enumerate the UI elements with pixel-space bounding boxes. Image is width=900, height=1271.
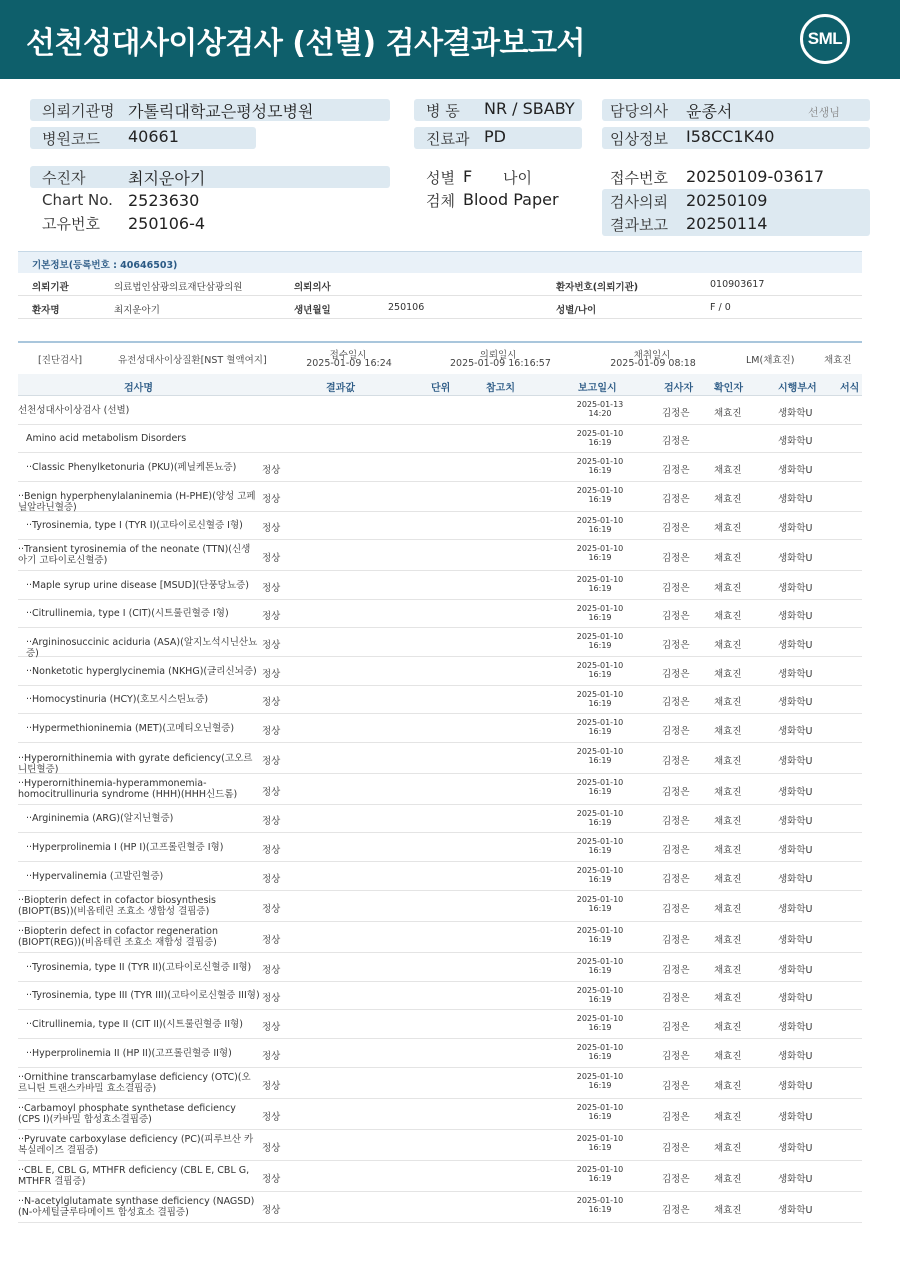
report-date: 2025-01-13 xyxy=(576,400,624,409)
dept: 생화학U xyxy=(778,1112,813,1123)
tester: 김정은 xyxy=(662,1174,690,1185)
chart-label: Chart No. xyxy=(42,191,113,209)
basic-info-title: 기본정보(등록번호 : 40646503) xyxy=(32,260,178,271)
dept: 생화학U xyxy=(778,756,813,767)
confirmer: 채효진 xyxy=(714,935,742,946)
confirmer: 채효진 xyxy=(714,669,742,680)
tester: 김정은 xyxy=(662,726,690,737)
col-header: 검사명 xyxy=(124,383,153,394)
report-date: 2025-01-10 xyxy=(576,837,624,846)
report-date: 2025-01-10 xyxy=(576,1196,624,1205)
confirmer: 채효진 xyxy=(714,1205,742,1216)
confirmer: 채효진 xyxy=(714,1143,742,1154)
result-value: 정상 xyxy=(262,726,281,737)
test-name: ··Hypervalinemia (고발린혈증) xyxy=(26,871,164,882)
basic-value: 의료법인삼광의료재단삼광의원 xyxy=(114,282,243,293)
test-name: ··N-acetylglutamate synthase deficiency (NAGSD)(N-아세틸글루타메이트 합성효소 결핍증) xyxy=(18,1196,255,1218)
report-time: 16:19 xyxy=(588,727,612,736)
confirmer: 채효진 xyxy=(714,553,742,564)
test-name: ··Tyrosinemia, type II (TYR II)(고타이로신혈증 II형) xyxy=(26,962,252,973)
confirmer: 채효진 xyxy=(714,1022,742,1033)
dept: 생화학U xyxy=(778,1081,813,1092)
recv-value: 최지운아기 xyxy=(128,169,206,188)
report-date: 2025-01-10 xyxy=(576,1103,624,1112)
dept: 생화학U xyxy=(778,465,813,476)
result-value: 정상 xyxy=(262,816,281,827)
basic-info-row xyxy=(18,273,862,296)
col-header: 시행부서 xyxy=(778,383,817,394)
report-time: 16:19 xyxy=(588,438,612,447)
chart-value: 2523630 xyxy=(128,191,200,210)
tester: 김정은 xyxy=(662,874,690,885)
result-value: 정상 xyxy=(262,465,281,476)
table-row xyxy=(18,1010,862,1039)
test-name: ··Hyperprolinemia II (HP II)(고프롤린혈증 II형) xyxy=(26,1048,232,1059)
report-date: 2025-01-10 xyxy=(576,866,624,875)
confirmer: 채효진 xyxy=(714,408,742,419)
doctor-label: 담당의사 xyxy=(610,102,668,120)
dept: 생화학U xyxy=(778,726,813,737)
sex-label: 성별 xyxy=(426,169,455,187)
basic-label: 의뢰기관 xyxy=(32,282,69,293)
test-name: ··Citrullinemia, type I (CIT)(시트룰린혈증 I형) xyxy=(26,608,229,619)
report-time: 16:19 xyxy=(588,641,612,650)
report-date: 2025-01-10 xyxy=(576,809,624,818)
report-date: 2025-01-10 xyxy=(576,604,624,613)
tester: 김정은 xyxy=(662,408,690,419)
col-header: 참고치 xyxy=(486,383,515,394)
report-date: 2025-01-10 xyxy=(576,926,624,935)
confirmer: 채효진 xyxy=(714,583,742,594)
tester: 김정은 xyxy=(662,845,690,856)
table-row xyxy=(18,540,862,571)
table-row xyxy=(18,482,862,512)
table-row xyxy=(18,571,862,600)
report-date: 2025-01-10 xyxy=(576,632,624,641)
tester: 김정은 xyxy=(662,436,690,447)
table-row xyxy=(18,1099,862,1130)
tester: 김정은 xyxy=(662,494,690,505)
specimen-label: 검체 xyxy=(426,192,455,210)
report-time: 16:19 xyxy=(588,904,612,913)
col-header: 확인자 xyxy=(714,383,743,394)
table-row xyxy=(18,1130,862,1161)
test-name: ··Biopterin defect in cofactor biosynthesis (BIOPT(BS))(비옵테린 조효소 생합성 결핍증) xyxy=(18,895,216,917)
tester: 김정은 xyxy=(662,787,690,798)
table-row xyxy=(18,922,862,953)
test-name: ··Argininemia (ARG)(알지닌혈증) xyxy=(26,813,174,824)
report-time: 16:19 xyxy=(588,699,612,708)
result-value: 정상 xyxy=(262,697,281,708)
dept: 생화학U xyxy=(778,408,813,419)
col-header: 단위 xyxy=(431,383,451,394)
confirmer: 채효진 xyxy=(714,640,742,651)
test-name: ··Ornithine transcarbamylase deficiency (OTC)(오르니틴 트랜스카바밀 효소결핍증) xyxy=(18,1072,251,1094)
basic-label: 환자명 xyxy=(32,305,60,316)
report-time: 16:19 xyxy=(588,818,612,827)
tester: 김정은 xyxy=(662,583,690,594)
report-date: 2025-01-10 xyxy=(576,986,624,995)
result-value: 정상 xyxy=(262,1174,281,1185)
report-time: 16:19 xyxy=(588,995,612,1004)
table-row xyxy=(18,425,862,453)
table-row xyxy=(18,396,862,425)
req-org-label: 의뢰기관명 xyxy=(42,102,115,120)
ward-label: 병 동 xyxy=(426,102,460,120)
basic-info-header xyxy=(18,251,862,273)
diag-value: 유전성대사이상질환[NST 혈액여지] xyxy=(118,355,267,366)
test-name: ··Hypermethioninemia (MET)(고메티오닌혈증) xyxy=(26,723,235,734)
report-time: 16:19 xyxy=(588,1174,612,1183)
table-row xyxy=(18,657,862,686)
hosp-code-label: 병원코드 xyxy=(42,130,100,148)
basic-value: 250106 xyxy=(388,302,425,313)
dept: 생화학U xyxy=(778,993,813,1004)
tester: 김정은 xyxy=(662,611,690,622)
tester: 김정은 xyxy=(662,935,690,946)
tester: 김정은 xyxy=(662,465,690,476)
test-req-value: 20250109 xyxy=(686,191,768,210)
dept: 생화학U xyxy=(778,494,813,505)
test-name: ··Benign hyperphenylalaninemia (H-PHE)(양성 고페닐알라닌혈증) xyxy=(18,491,256,513)
result-value: 정상 xyxy=(262,845,281,856)
col-header: 서식 xyxy=(840,383,860,394)
confirmer: 채효진 xyxy=(714,787,742,798)
dept: 생화학U xyxy=(778,1022,813,1033)
tester: 김정은 xyxy=(662,1205,690,1216)
report-time: 16:19 xyxy=(588,613,612,622)
basic-label: 성별/나이 xyxy=(556,305,597,316)
report-time: 16:19 xyxy=(588,846,612,855)
basic-info-row xyxy=(18,296,862,319)
result-table-header xyxy=(18,374,862,396)
result-value: 정상 xyxy=(262,553,281,564)
age-label: 나이 xyxy=(503,169,532,187)
confirmer: 채효진 xyxy=(714,904,742,915)
test-name: ··CBL E, CBL G, MTHFR deficiency (CBL E, CBL G, MTHFR 결핍증) xyxy=(18,1165,250,1187)
confirmer: 채효진 xyxy=(714,697,742,708)
table-row xyxy=(18,774,862,805)
result-value: 정상 xyxy=(262,494,281,505)
report-time: 16:19 xyxy=(588,466,612,475)
dept: 생화학U xyxy=(778,1051,813,1062)
report-date: 2025-01-10 xyxy=(576,1165,624,1174)
dept: 생화학U xyxy=(778,1143,813,1154)
test-name: ··Hyperornithinemia-hyperammonemia-homocitrullinuria syndrome (HHH)(HHH신드롬) xyxy=(18,778,238,800)
basic-value: F / 0 xyxy=(710,302,731,313)
test-name: ··Classic Phenylketonuria (PKU)(페닐케톤뇨증) xyxy=(26,462,237,473)
tester: 김정은 xyxy=(662,965,690,976)
test-name: Amino acid metabolism Disorders xyxy=(26,433,187,444)
table-row xyxy=(18,953,862,982)
confirmer: 채효진 xyxy=(714,965,742,976)
test-name: ··Pyruvate carboxylase deficiency (PC)(피루브산 카복실레이즈 결핍증) xyxy=(18,1134,254,1156)
report-time: 16:19 xyxy=(588,495,612,504)
table-row xyxy=(18,453,862,482)
report-time: 16:19 xyxy=(588,1081,612,1090)
tester: 김정은 xyxy=(662,669,690,680)
dept: 생화학U xyxy=(778,640,813,651)
table-row xyxy=(18,891,862,922)
accept-value: 20250109-03617 xyxy=(686,167,825,186)
result-value: 정상 xyxy=(262,1205,281,1216)
recv-time-label: 접수일시 xyxy=(329,350,367,361)
basic-value: 010903617 xyxy=(710,279,765,290)
test-name: ··Nonketotic hyperglycinemia (NKHG)(글리신뇌증) xyxy=(26,666,257,677)
result-table-body xyxy=(18,396,862,1223)
dept: 생화학U xyxy=(778,611,813,622)
tester: 김정은 xyxy=(662,816,690,827)
report-date: 2025-01-10 xyxy=(576,457,624,466)
report-date: 2025-01-10 xyxy=(576,718,624,727)
table-row xyxy=(18,1068,862,1099)
report-date: 2025-01-10 xyxy=(576,1072,624,1081)
result-value: 정상 xyxy=(262,1143,281,1154)
tester: 김정은 xyxy=(662,553,690,564)
basic-label: 의뢰의사 xyxy=(294,282,331,293)
result-value: 정상 xyxy=(262,1112,281,1123)
dept-label: 진료과 xyxy=(426,130,470,148)
confirmer: 채효진 xyxy=(714,523,742,534)
confirmer: 채효진 xyxy=(714,1081,742,1092)
dept: 생화학U xyxy=(778,935,813,946)
recv-label: 수진자 xyxy=(42,169,86,187)
dept: 생화학U xyxy=(778,697,813,708)
report-time: 16:19 xyxy=(588,553,612,562)
report-time: 16:19 xyxy=(588,966,612,975)
sml-logo xyxy=(800,14,850,64)
tester: 김정은 xyxy=(662,1112,690,1123)
report-date: 2025-01-10 xyxy=(576,575,624,584)
section-divider xyxy=(18,341,862,343)
table-row xyxy=(18,1039,862,1068)
confirmer: 채효진 xyxy=(714,845,742,856)
test-name: ··Homocystinuria (HCY)(호모시스틴뇨증) xyxy=(26,694,209,705)
report-date: 2025-01-10 xyxy=(576,690,624,699)
test-name: ··Hyperprolinemia I (HP I)(고프롤린혈증 I형) xyxy=(26,842,224,853)
result-value: 정상 xyxy=(262,904,281,915)
confirmer: 채효진 xyxy=(714,726,742,737)
dept: 생화학U xyxy=(778,436,813,447)
result-value: 정상 xyxy=(262,993,281,1004)
table-row xyxy=(18,743,862,774)
report-date: 2025-01-10 xyxy=(576,957,624,966)
report-date: 2025-01-10 xyxy=(576,429,624,438)
col-header: 결과값 xyxy=(326,383,355,394)
ward-value: NR / SBABY xyxy=(484,99,575,118)
dept: 생화학U xyxy=(778,787,813,798)
dept-value: PD xyxy=(484,127,506,146)
report-date: 2025-01-10 xyxy=(576,661,624,670)
basic-info-section xyxy=(18,251,862,341)
tester: 김정은 xyxy=(662,697,690,708)
tester: 김정은 xyxy=(662,993,690,1004)
tester: 김정은 xyxy=(662,1143,690,1154)
doctor-value: 윤종서 xyxy=(686,102,733,121)
report-date: 2025-01-10 xyxy=(576,544,624,553)
result-value: 정상 xyxy=(262,1081,281,1092)
report-time: 16:19 xyxy=(588,584,612,593)
tester: 김정은 xyxy=(662,523,690,534)
confirmer: 채효진 xyxy=(714,874,742,885)
report-time: 16:19 xyxy=(588,1143,612,1152)
dept: 생화학U xyxy=(778,1205,813,1216)
clinical-value: I58CC1K40 xyxy=(686,127,775,146)
col-time-value: 2025-01-09 08:18 xyxy=(610,358,696,369)
confirmer: 채효진 xyxy=(714,816,742,827)
report-title: 선천성대사이상검사 (선별) 검사결과보고서 xyxy=(26,26,585,61)
col-time-label: 채취일시 xyxy=(633,350,671,361)
basic-value: 최지운아기 xyxy=(114,305,160,316)
table-row xyxy=(18,982,862,1010)
col-header: 보고일시 xyxy=(578,383,617,394)
test-req-label: 검사의뢰 xyxy=(610,193,668,211)
dept: 생화학U xyxy=(778,523,813,534)
confirmer: 채효진 xyxy=(714,1112,742,1123)
result-value: 정상 xyxy=(262,1051,281,1062)
result-value: 정상 xyxy=(262,965,281,976)
table-row xyxy=(18,1161,862,1192)
dept: 생화학U xyxy=(778,553,813,564)
test-name: ··Argininosuccinic aciduria (ASA)(알지노석시닌산뇨증) xyxy=(26,637,258,659)
result-value: 정상 xyxy=(262,874,281,885)
col-header: 검사자 xyxy=(664,383,693,394)
uid-value: 250106-4 xyxy=(128,214,206,233)
report-time: 16:19 xyxy=(588,670,612,679)
uid-label: 고유번호 xyxy=(42,215,100,233)
tester: 김정은 xyxy=(662,640,690,651)
report-time: 16:19 xyxy=(588,1052,612,1061)
test-name: ··Tyrosinemia, type I (TYR I)(고타이로신혈증 I형) xyxy=(26,520,243,531)
table-row xyxy=(18,628,862,657)
confirmer: 채효진 xyxy=(714,611,742,622)
dept: 생화학U xyxy=(778,845,813,856)
table-row xyxy=(18,512,862,540)
test-name: ··Tyrosinemia, type III (TYR III)(고타이로신혈증 III형) xyxy=(26,990,260,1001)
dept: 생화학U xyxy=(778,965,813,976)
result-value: 정상 xyxy=(262,669,281,680)
tester: 김정은 xyxy=(662,756,690,767)
table-row xyxy=(18,686,862,714)
confirmer: 채효진 xyxy=(714,1051,742,1062)
confirmer: 채효진 xyxy=(714,1174,742,1185)
report-time: 16:19 xyxy=(588,1205,612,1214)
confirmer: 채효진 xyxy=(714,494,742,505)
result-value: 정상 xyxy=(262,640,281,651)
report-time: 16:19 xyxy=(588,1112,612,1121)
report-date: 2025-01-10 xyxy=(576,895,624,904)
clinical-label: 임상정보 xyxy=(610,130,668,148)
report-time: 16:19 xyxy=(588,525,612,534)
basic-label: 환자번호(의뢰기관) xyxy=(556,282,639,293)
report-time: 16:19 xyxy=(588,875,612,884)
hosp-code-value: 40661 xyxy=(128,127,179,146)
report-time: 16:19 xyxy=(588,756,612,765)
dept: 생화학U xyxy=(778,816,813,827)
lm-label: LM(채효진) xyxy=(746,355,795,366)
report-time: 16:19 xyxy=(588,1023,612,1032)
result-value: 정상 xyxy=(262,787,281,798)
tester: 김정은 xyxy=(662,1081,690,1092)
table-row xyxy=(18,1192,862,1223)
report-time: 16:19 xyxy=(588,935,612,944)
table-row xyxy=(18,600,862,628)
specimen-value: Blood Paper xyxy=(463,190,559,209)
report-label: 결과보고 xyxy=(610,216,668,234)
report-time: 14:20 xyxy=(588,409,612,418)
report-date: 2025-01-10 xyxy=(576,1134,624,1143)
req-time-value: 2025-01-09 16:16:57 xyxy=(450,358,551,369)
test-name: ··Citrullinemia, type II (CIT II)(시트룰린혈증 II형) xyxy=(26,1019,243,1030)
result-value: 정상 xyxy=(262,611,281,622)
confirmer: 채효진 xyxy=(714,465,742,476)
doctor-suffix: 선생님 xyxy=(808,106,840,119)
report-date: 2025-01-10 xyxy=(576,486,624,495)
sex-value: F xyxy=(463,167,473,186)
dept: 생화학U xyxy=(778,669,813,680)
table-row xyxy=(18,805,862,833)
tester: 김정은 xyxy=(662,904,690,915)
dept: 생화학U xyxy=(778,1174,813,1185)
report-header xyxy=(0,0,900,79)
result-value: 정상 xyxy=(262,756,281,767)
result-value: 정상 xyxy=(262,523,281,534)
report-value: 20250114 xyxy=(686,214,768,233)
table-row xyxy=(18,714,862,743)
report-date: 2025-01-10 xyxy=(576,747,624,756)
report-date: 2025-01-10 xyxy=(576,778,624,787)
table-row xyxy=(18,833,862,862)
confirmer: 채효진 xyxy=(714,993,742,1004)
test-name: ··Carbamoyl phosphate synthetase deficiency (CPS I)(카바밀 합성효소결핍증) xyxy=(18,1103,236,1125)
test-name: 선천성대사이상검사 (선별) xyxy=(18,405,130,416)
test-name: ··Hyperornithinemia with gyrate deficiency(고오르니틴혈증) xyxy=(18,753,253,775)
dept: 생화학U xyxy=(778,583,813,594)
result-value: 정상 xyxy=(262,935,281,946)
dept: 생화학U xyxy=(778,874,813,885)
test-name: ··Transient tyrosinemia of the neonate (TTN)(신생아기 고타이로신혈증) xyxy=(18,544,251,566)
result-value: 정상 xyxy=(262,1022,281,1033)
report-time: 16:19 xyxy=(588,787,612,796)
req-org-value: 가톨릭대학교은평성모병원 xyxy=(128,102,314,121)
order-info xyxy=(18,344,862,374)
tester: 김정은 xyxy=(662,1022,690,1033)
dept: 생화학U xyxy=(778,904,813,915)
lm-name: 채효진 xyxy=(824,355,852,366)
req-time-label: 의뢰일시 xyxy=(479,350,517,361)
report-date: 2025-01-10 xyxy=(576,516,624,525)
result-value: 정상 xyxy=(262,583,281,594)
diag-label: [진단검사] xyxy=(38,355,83,366)
accept-label: 접수번호 xyxy=(610,169,668,187)
report-date: 2025-01-10 xyxy=(576,1014,624,1023)
tester: 김정은 xyxy=(662,1051,690,1062)
basic-label: 생년월일 xyxy=(294,305,331,316)
recv-time-value: 2025-01-09 16:24 xyxy=(306,358,392,369)
test-name: ··Maple syrup urine disease [MSUD](단풍당뇨증) xyxy=(26,580,249,591)
report-date: 2025-01-10 xyxy=(576,1043,624,1052)
table-row xyxy=(18,862,862,891)
sml-logo-text: SML xyxy=(807,29,843,48)
test-name: ··Biopterin defect in cofactor regeneration (BIOPT(REG))(비옵테린 조효소 재합성 결핍증) xyxy=(18,926,219,948)
confirmer: 채효진 xyxy=(714,756,742,767)
